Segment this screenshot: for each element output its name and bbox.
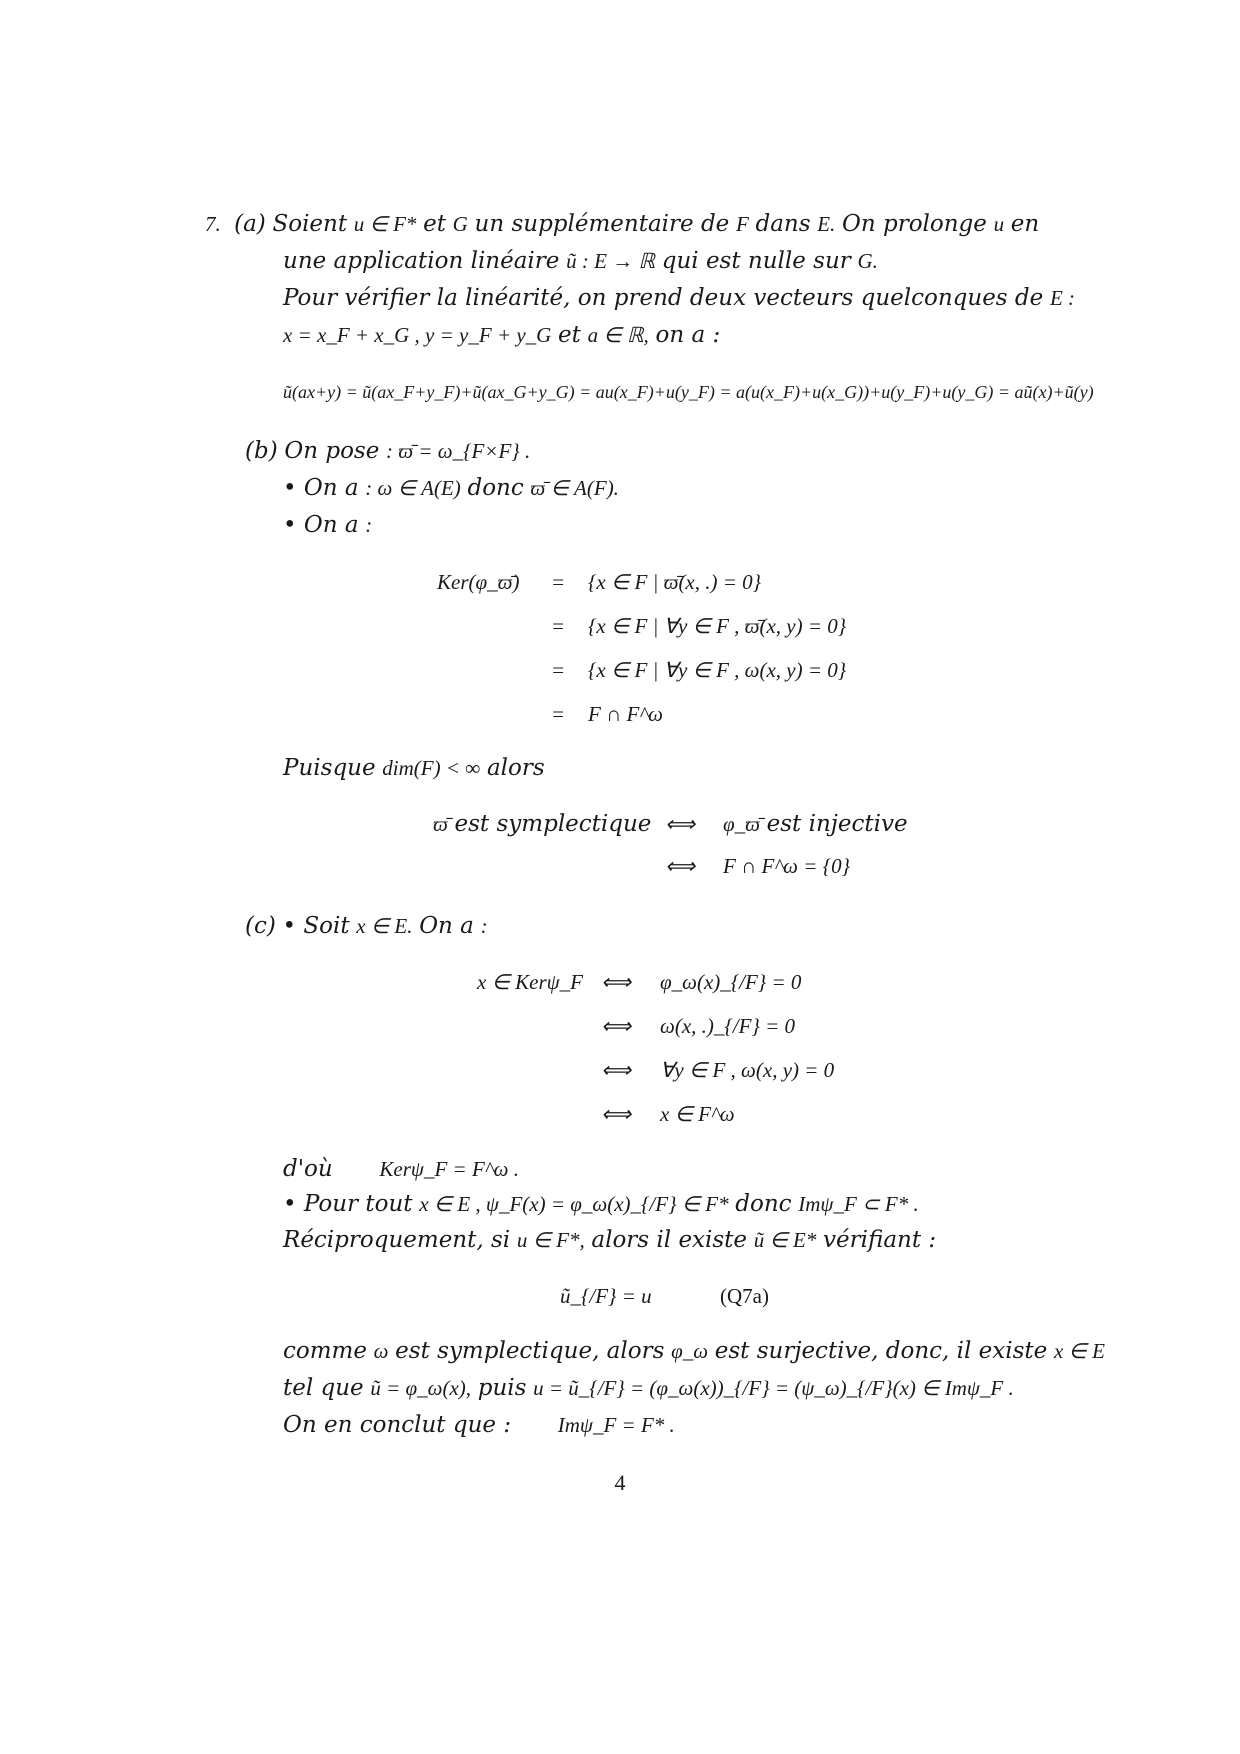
text: alors	[486, 755, 545, 781]
text: un supplémentaire de	[474, 211, 730, 237]
text: une application linéaire	[283, 248, 560, 274]
ker-eq-2: =	[550, 614, 566, 638]
ker-rhs-3: {x ∈ F | ∀y ∈ F , ω(x, y) = 0}	[588, 658, 847, 682]
equiv1-rhs	[723, 810, 908, 838]
text: puis	[477, 1375, 527, 1401]
text: qui est nulle sur	[661, 248, 851, 274]
part-c-label: (c)	[245, 913, 276, 939]
part-b-label: (b)	[245, 438, 278, 464]
q7c-dou	[283, 1155, 519, 1183]
text: tel que	[283, 1375, 364, 1401]
math: F	[735, 212, 749, 236]
kerpsi-rhs-4: x ∈ F^ω	[660, 1102, 735, 1126]
math: x ∈ E	[1053, 1339, 1105, 1363]
q7c-comme	[283, 1337, 1105, 1365]
text: On pose	[284, 438, 380, 464]
math: x ∈ E , ψ_F(x) = φ_ω(x)_{/F} ∈ F*	[419, 1192, 729, 1216]
text: vérifiant :	[823, 1227, 937, 1253]
math: ω	[373, 1339, 389, 1363]
q7c-tel-que	[283, 1374, 1014, 1402]
kerpsi-rhs-2: ω(x, .)_{/F} = 0	[660, 1014, 796, 1038]
text: Puisque	[283, 755, 376, 781]
math: Imψ_F ⊂ F* .	[798, 1192, 919, 1216]
equiv1-lhs	[433, 810, 651, 838]
q7-line-1	[205, 210, 1039, 238]
q7c-reciproquement	[283, 1226, 936, 1254]
q7c-displayed-equation: ũ_{/F} = u	[560, 1284, 652, 1308]
math: :	[365, 513, 373, 537]
q7a-line-2	[283, 247, 878, 275]
q7a-line-4	[283, 321, 720, 349]
ker-lhs: Ker(φ_ϖ̄)	[437, 570, 520, 594]
ker-rhs-2: {x ∈ F | ∀y ∈ F , ϖ̄(x, y) = 0}	[588, 614, 847, 638]
q7c-line-1	[245, 912, 488, 940]
math: G	[452, 212, 468, 236]
equiv1-symbol: ⟺	[665, 812, 696, 836]
math: ũ ∈ E*	[753, 1228, 817, 1252]
kerpsi-eq-4: ⟺	[601, 1102, 632, 1126]
text: est symplectique, alors	[395, 1338, 665, 1364]
text: dans	[755, 211, 811, 237]
math: dim(F) < ∞	[382, 756, 481, 780]
text: et	[558, 322, 581, 348]
math: Imψ_F = F* .	[557, 1413, 675, 1437]
q7b-puisque	[283, 754, 545, 782]
q7a-line-3	[283, 284, 1075, 312]
math: u	[993, 212, 1005, 236]
math: u ∈ F*	[353, 212, 417, 236]
q7c-equation-tag: (Q7a)	[720, 1284, 769, 1308]
equiv2-rhs: F ∩ F^ω = {0}	[723, 854, 850, 878]
page-number: 4	[614, 1470, 626, 1495]
ker-eq-4: =	[550, 702, 566, 726]
text: comme	[283, 1338, 367, 1364]
kerpsi-lhs: x ∈ Kerψ_F	[477, 970, 583, 994]
math: u = ũ_{/F} = (φ_ω(x))_{/F} = (ψ_ω)_{/F}(x) ∈ Imψ_F .	[533, 1376, 1014, 1400]
ker-eq-3: =	[550, 658, 566, 682]
text: on a :	[655, 322, 721, 348]
math: ũ(ax+y) = ũ(ax_F+y_F)+ũ(ax_G+y_G) = au(x_F)+u(y_F) = a(u(x_F)+u(x_G))+u(y_F)+u(y_G) = aũ(x)+ũ(y)	[283, 382, 1094, 402]
text: est symplectique	[454, 811, 652, 837]
text: On prolonge	[842, 211, 987, 237]
text: Pour vérifier la linéarité, on prend deux vecteurs quelconques de	[283, 285, 1044, 311]
math: :	[480, 914, 488, 938]
text: et	[423, 211, 446, 237]
math: φ_ϖ̄	[723, 812, 760, 836]
kerpsi-eq-2: ⟺	[601, 1014, 632, 1038]
math: ϖ̄ ∈ A(F).	[530, 476, 619, 500]
math: : ω ∈ A(E)	[365, 476, 461, 500]
math: G.	[857, 249, 878, 273]
kerpsi-eq-3: ⟺	[601, 1058, 632, 1082]
text: est injective	[766, 811, 908, 837]
text: • Pour tout	[283, 1191, 413, 1217]
text: Réciproquement, si	[283, 1227, 511, 1253]
text: donc	[467, 475, 524, 501]
text: en	[1010, 211, 1040, 237]
kerpsi-eq-1: ⟺	[601, 970, 632, 994]
text: • Soit	[282, 913, 350, 939]
math: E :	[1049, 286, 1076, 310]
math: ϖ̄	[433, 812, 448, 836]
text: • On a	[283, 512, 359, 538]
math: Kerψ_F = F^ω .	[379, 1157, 519, 1181]
math: E.	[817, 212, 836, 236]
q7c-conclusion	[283, 1411, 675, 1439]
math: x = x_F + x_G , y = y_F + y_G	[283, 323, 552, 347]
q7c-pour-tout	[283, 1190, 919, 1218]
text: d'où	[283, 1156, 333, 1182]
ker-eq-1: =	[550, 570, 566, 594]
math: φ_ω	[671, 1339, 709, 1363]
text: alors il existe	[591, 1227, 748, 1253]
text: On en conclut que :	[283, 1412, 512, 1438]
ker-rhs-1: {x ∈ F | ϖ̄(x, .) = 0}	[588, 570, 762, 594]
ker-rhs-4: F ∩ F^ω	[588, 702, 664, 726]
math: ũ : E → ℝ	[566, 249, 656, 273]
text: Soient	[272, 211, 348, 237]
text: • On a	[283, 475, 359, 501]
equiv2-symbol: ⟺	[665, 854, 696, 878]
kerpsi-rhs-3: ∀y ∈ F , ω(x, y) = 0	[660, 1058, 835, 1082]
math: : ϖ̄ = ω_{F×F} .	[386, 439, 531, 463]
text: donc	[735, 1191, 792, 1217]
math: x ∈ E.	[356, 914, 413, 938]
math: a ∈ ℝ,	[587, 323, 649, 347]
part-a-label: (a)	[234, 211, 266, 237]
math: u ∈ F*,	[516, 1228, 585, 1252]
text: est surjective, donc, il existe	[714, 1338, 1048, 1364]
kerpsi-rhs-1: φ_ω(x)_{/F} = 0	[660, 970, 802, 994]
text: On a	[419, 913, 474, 939]
q7b-line-2	[283, 474, 619, 502]
q7b-line-1	[245, 437, 530, 465]
q7b-line-3	[283, 511, 372, 539]
question-number: 7.	[205, 212, 221, 236]
math: ũ = φ_ω(x),	[370, 1376, 472, 1400]
q7a-linearity-equation	[283, 378, 1094, 407]
